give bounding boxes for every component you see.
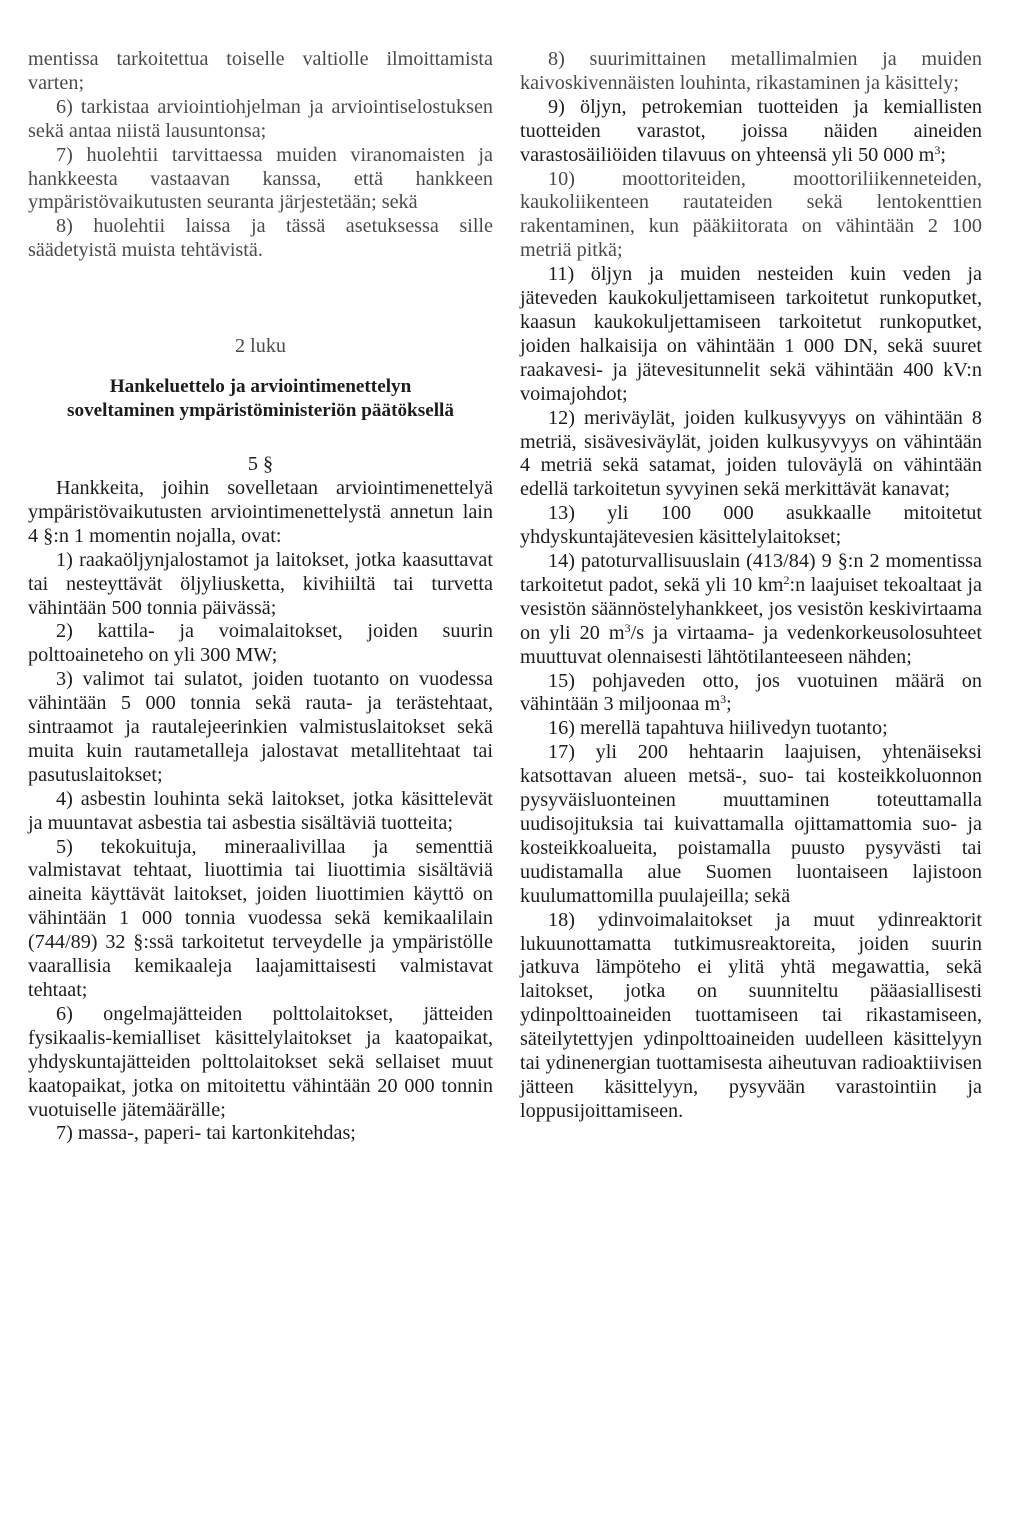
section-label: 5 § [247,453,274,476]
list-item-14 [520,550,982,670]
list-item-9 [520,96,982,168]
list-item-14-part-b: :n laajuiset tekoaltaat ja vesistön säännöstelyhankkeet, jos vesistön keskivirtaama on yli 20 m [520,573,983,644]
paragraph-continuation: mentissa tarkoitettua toiselle valtiolle ilmoittamista varten; [28,48,493,94]
spacer [28,359,493,375]
list-item-11: 11) öljyn ja muiden nesteiden kuin veden ja jäteveden kaukokuljettamiseen tarkoitetut runkoputket, kaasun kaukokuljettamiseen tarkoitetut runkoputket, joiden halkaisija on vähintään 1 000 DN, sekä suuret raakavesi- ja jätevesitunnelit sekä vähintään 400 kV:n voimajohdot; [520,263,982,405]
list-item-15-end: ; [726,693,732,716]
paragraph-item-6: 6) tarkistaa arviointiohjelman ja arviointiselostuksen sekä antaa niistä lausuntonsa; [28,95,493,142]
paragraph-item-8: 8) huolehtii laissa ja tässä asetuksessa sille säädetyistä muista tehtävistä. [28,215,493,262]
superscript-2: 2 [783,572,790,587]
list-item-14-part-a: 14) patoturvallisuuslain (413/84) 9 §:n 2 momentissa tarkoitetut padot, sekä yli 10 km [520,550,982,596]
paragraph-item-7: 7) huolehtii tarvittaessa muiden viranomaisten ja hankkeesta vastaavan kanssa, että hankkeen ympäristövaikutusten seuranta järjestetään; sekä [28,143,493,214]
superscript-3: 3 [934,142,941,157]
list-item-6: 6) ongelmajätteiden polttolaitokset, jätteiden fysikaalis-kemialliset käsittelylaitokset ja kaatopaikat, yhdyskuntajätteiden polttolaitokset sekä sellaiset muut kaatopaikat, jotka on mitoitettu vähintään 20 000 tonnin vuotuiselle jätemäärälle; [28,1002,493,1121]
list-item-4: 4) asbestin louhinta sekä laitokset, jotka käsittelevät ja muuntavat asbestia tai asbestia sisältäviä tuotteita; [28,787,493,834]
section-intro: Hankkeita, joihin sovelletaan arviointimenettelyä ympäristövaikutusten arviointimenettelystä annetun lain 4 §:n 1 momentin nojalla, ovat: [28,476,493,547]
list-item-9-text: 9) öljyn, petrokemian tuotteiden ja kemiallisten tuotteiden varastot, joissa näiden aineiden varastosäiliöiden tilavuus on yhteensä yli 50 000 m [520,95,982,166]
list-item-12: 12) meriväylät, joiden kulkusyvyys on vähintään 8 metriä, sisävesiväylät, joiden kulkusyvyys on vähintään 4 metriä sekä satamat, joiden tuloväylä on vähintään edellä tarkoitetun syvyinen sekä merkittävät kanavat; [520,406,982,501]
chapter-title-line-2: soveltaminen ympäristöministeriön päätöksellä [67,400,454,422]
chapter-label: 2 luku [234,335,287,358]
list-item-2: 2) kattila- ja voimalaitokset, joiden suurin polttoaineteho on yli 300 MW; [28,620,493,667]
list-item-3: 3) valimot tai sulatot, joiden tuotanto on vuodessa vähintään 5 000 tonnia sekä rauta- ja terästehtaat, sintraamot ja rautalejeerinkien valmistuslaitokset sekä muita kuin rautametalleja jalostavat metallitehtaat tai pasutuslaitokset; [28,668,493,786]
left-column [28,48,493,1146]
list-item-8: 8) suurimittainen metallimalmien ja muiden kaivoskivennäisten louhinta, rikastaminen ja käsittely; [520,48,982,94]
spacer [28,423,493,453]
list-item-10: 10) moottoriteiden, moottoriliikenneteiden, kaukoliikenteen rautateiden sekä lentokenttien rakentaminen, kun pääkiitorata on vähintään 2 100 metriä pitkä; [520,167,982,262]
list-item-16: 16) merellä tapahtuva hiilivedyn tuotanto; [548,717,888,740]
list-item-9-end: ; [940,143,946,166]
list-item-17: 17) yli 200 hehtaarin laajuisen, yhtenäiseksi katsottavan alueen metsä-, suo- tai kosteikkoluonnon pysyväisluonteinen muuttaminen toteuttamalla uudisojituksia tai kuivattamalla ojittamattomia suo- ja kosteikkoalueita, poistamalla puusto pysyvästi tai uudistamalla alue Suomen luontaiseen lajistoon kuulumattomilla puulajeilla; sekä [520,741,982,907]
list-item-14-part-c: /s ja virtaama- ja vedenkorkeusolosuhteet muuttuvat olennaisesti lähtötilanteeseen nähden; [520,621,982,668]
list-item-1: 1) raakaöljynjalostamot ja laitokset, jotka kaasuttavat tai nesteyttävät öljyliusketta, kivihiiltä tai turvetta vähintään 500 tonnia päivässä; [28,548,493,619]
chapter-title-line-1: Hankeluettelo ja arviointimenettelyn [109,376,412,398]
superscript-3: 3 [720,692,727,707]
list-item-15-text: 15) pohjaveden otto, jos vuotuinen määrä on vähintään 3 miljoonaa m [520,669,982,716]
list-item-18: 18) ydinvoimalaitokset ja muut ydinreaktorit lukuunottamatta tutkimusreaktoreita, joiden suurin jatkuva lämpöteho ei ylitä yhtä megawattia, sekä laitokset, jotka on suunniteltu pääasiallisesti ydinpolttoaineiden tuottamiseen tai rikastamiseen, säteilytettyjen ydinpolttoaineiden uudelleen käsittelyyn tai ydinenergian tuottamisesta aiheutuvan radioaktiivisen jätteen käsittelyyn, pysyvään varastointiin ja loppusijoittamiseen. [520,908,982,1122]
list-item-7: 7) massa-, paperi- tai kartonkitehdas; [56,1122,356,1145]
list-item-15 [520,670,982,718]
right-column [520,48,982,1124]
superscript-3: 3 [624,620,631,635]
spacer [28,263,493,335]
list-item-5: 5) tekokuituja, mineraalivillaa ja sementtiä valmistavat tehtaat, liuottimia tai liuottimia sisältäviä aineita käyttävät laitokset, joiden liuottimien käyttö on vähintään 1 000 tonnia vuodessa sekä kemikaalilain (744/89) 32 §:ssä tarkoitetut terveydelle ja ympäristölle vaarallisia kemikaaleja laajamittaisesti valmistavat tehtaat; [28,835,493,1001]
list-item-13: 13) yli 100 000 asukkaalle mitoitetut yhdyskuntajätevesien käsittelylaitokset; [520,502,982,549]
